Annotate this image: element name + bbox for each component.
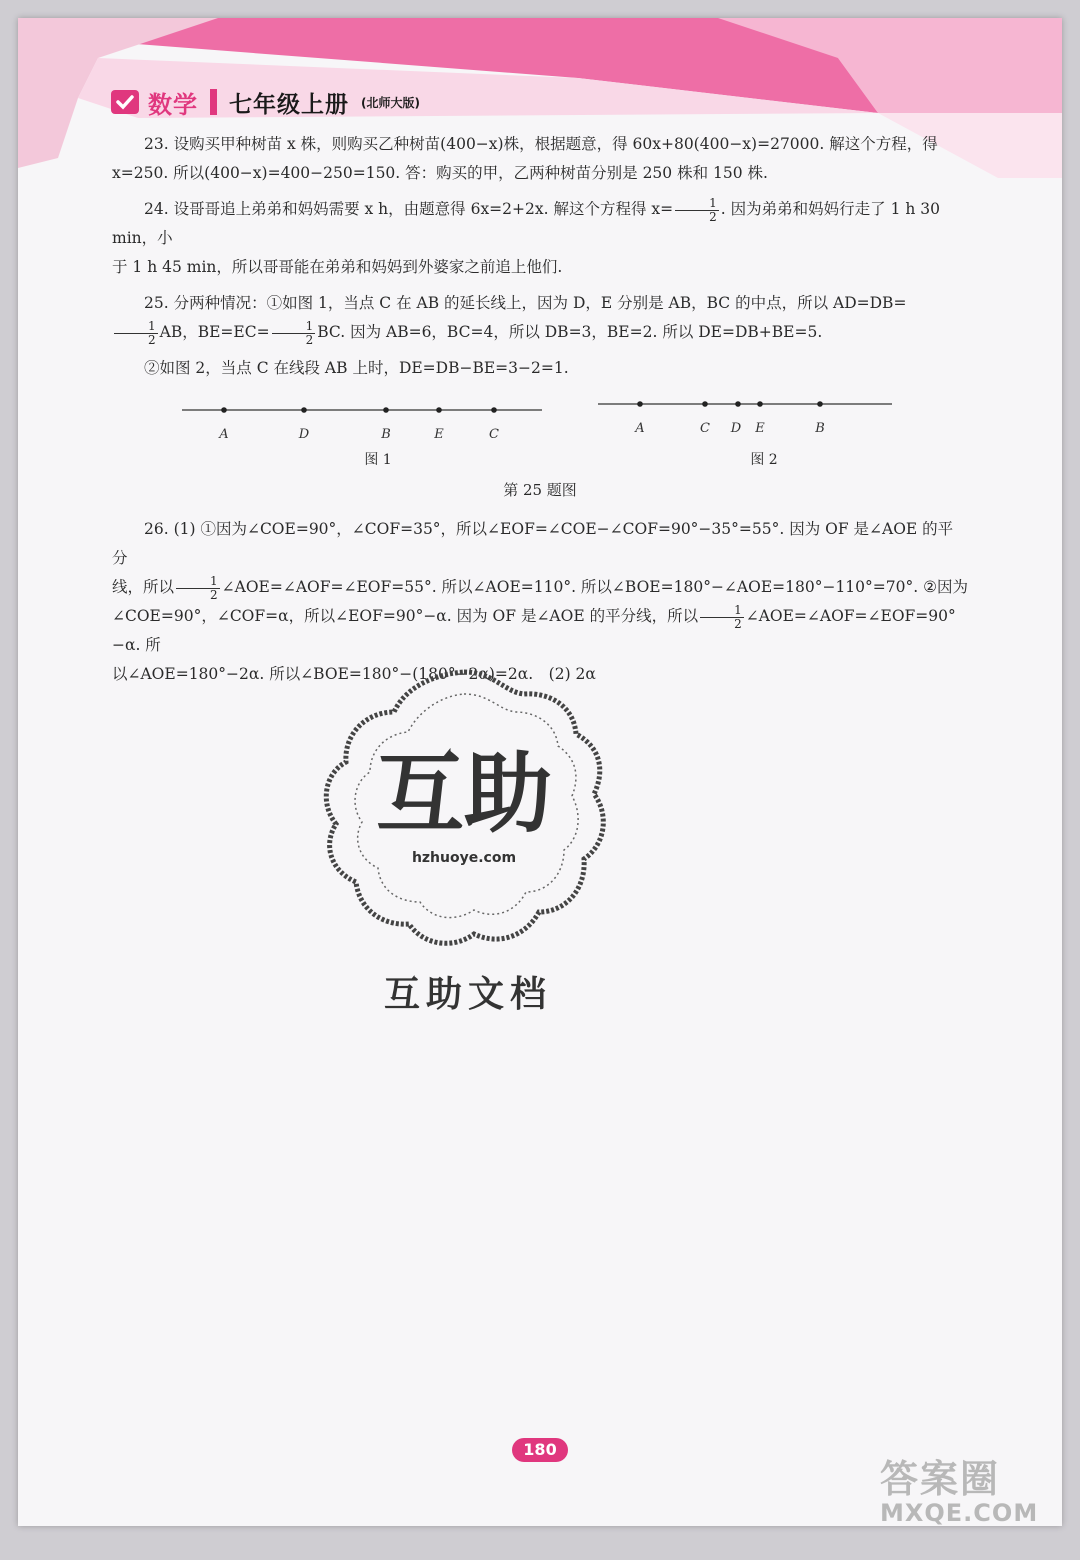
page-number: 180: [512, 1438, 568, 1462]
point-b: [817, 401, 823, 407]
answer-26-part-d: ∠COE=90°，∠COF=α，所以∠EOF=90°−α. 因为 OF 是∠AOE 的平分线，所以: [112, 607, 699, 625]
answer-26-part-a: 26. (1) ①因为∠COE=90°，∠COF=35°，所以∠EOF=∠COE−∠COF=90°−35°=55°. 因为 OF 是∠AOE 的平分: [112, 520, 954, 567]
fraction: [114, 320, 158, 347]
answer-23-line-2: x=250. 所以(400−x)=400−250=150. 答：购买的甲，乙两种树苗分别是 250 株和 150 株.: [112, 164, 768, 182]
answer-25-part-a: AB，BE=EC=: [159, 323, 270, 341]
point-label-d: D: [298, 427, 310, 442]
point-label-b: B: [815, 421, 825, 436]
point-label-a: A: [219, 427, 229, 442]
figure-title: 第 25 题图: [503, 481, 577, 499]
answer-23-line-1: 23. 设购买甲种树苗 x 株，则购买乙种树苗(400−x)株，根据题意，得 60x+80(400−x)=27000. 解这个方程，得: [144, 135, 938, 153]
answer-25: [112, 289, 968, 347]
answer-26-part-f: 以∠AOE=180°−2α. 所以∠BOE=180°−(180°−2α)=2α. (2) 2α: [112, 665, 596, 683]
fraction: [700, 604, 744, 631]
answer-24-part-c: 于 1 h 45 min，所以哥哥能在弟弟和妈妈到外婆家之前追上他们.: [112, 258, 563, 276]
fraction-denominator: 2: [709, 209, 717, 224]
answer-25-line-1: 25. 分两种情况：①如图 1，当点 C 在 AB 的延长线上，因为 D，E 分别是 AB，BC 的中点，所以 AD=DB=: [144, 294, 907, 312]
fraction-numerator: 1: [114, 320, 158, 334]
point-d: [735, 401, 741, 407]
point-label-c: C: [489, 427, 499, 442]
stamp-main-text: 互助: [375, 742, 553, 845]
stamp-url-text: hzhuoye.com: [411, 850, 517, 866]
grade-title: 七年级上册: [229, 90, 349, 118]
point-a: [637, 401, 643, 407]
answer-24-part-a: 24. 设哥哥追上弟弟和妈妈需要 x h，由题意得 6x=2+2x. 解这个方程得 x=: [144, 200, 674, 218]
point-b: [383, 407, 389, 413]
edition-label: (北师大版): [361, 95, 420, 110]
fraction: [272, 320, 316, 347]
answer-26-part-e: ∠AOE=∠AOF=∠EOF=90°−α. 所: [112, 607, 956, 654]
answer-26-part-c: ∠AOE=∠AOF=∠EOF=55°. 所以∠AOE=110°. 所以∠BOE=180°−∠AOE=180°−110°=70°. ②因为: [221, 578, 968, 596]
figure-1-caption: 图 1: [364, 452, 392, 468]
fraction-numerator: 1: [176, 575, 220, 589]
point-e: [436, 407, 442, 413]
point-label-e: E: [434, 427, 444, 442]
answer-23: [112, 130, 968, 188]
figure-25: [112, 390, 968, 474]
point-e: [757, 401, 763, 407]
figure-2-caption: 图 2: [750, 452, 778, 468]
fraction: [675, 197, 719, 224]
answer-content: [112, 130, 968, 696]
point-label-d: D: [730, 421, 742, 436]
fraction-denominator: 2: [305, 332, 314, 347]
point-d: [301, 407, 307, 413]
point-label-c: C: [700, 421, 710, 436]
subject-title: 数学: [148, 90, 198, 119]
answer-25-case-2: [112, 354, 968, 383]
header-divider: [210, 89, 217, 115]
fraction-denominator: 2: [148, 332, 156, 347]
fraction-numerator: 1: [700, 604, 744, 618]
site-watermark: [880, 1458, 1050, 1538]
fraction-numerator: 1: [675, 197, 719, 211]
fraction-denominator: 2: [210, 587, 218, 602]
book-header: [110, 84, 420, 120]
answer-24-part-b: . 因为弟弟和妈妈行走了 1 h 30 min，小: [112, 200, 940, 247]
answer-25-line-3: ②如图 2，当点 C 在线段 AB 上时，DE=DB−BE=3−2=1.: [144, 359, 569, 377]
fraction: [176, 575, 220, 602]
check-heart-icon: [110, 88, 140, 116]
answer-24: [112, 195, 968, 282]
answer-26-part-b: 线，所以: [112, 578, 175, 596]
watermark-mark: 答案圈: [880, 1457, 1001, 1501]
fraction-denominator: 2: [734, 616, 742, 631]
point-label-e: E: [755, 421, 765, 436]
fraction-numerator: 1: [272, 320, 316, 334]
hzhuoye-stamp: [314, 654, 614, 960]
stamp-caption: 互助文档: [383, 974, 552, 1015]
book-page: [18, 18, 1062, 1526]
point-c: [491, 407, 497, 413]
point-label-a: A: [635, 421, 645, 436]
figure-2-line: [592, 390, 912, 450]
point-c: [702, 401, 708, 407]
figure-1-line: [172, 390, 552, 450]
answer-25-part-b: BC. 因为 AB=6，BC=4，所以 DB=3，BE=2. 所以 DE=DB+BE=5.: [317, 323, 823, 341]
point-a: [221, 407, 227, 413]
point-label-b: B: [381, 427, 391, 442]
watermark-url: MXQE.COM: [880, 1499, 1039, 1527]
